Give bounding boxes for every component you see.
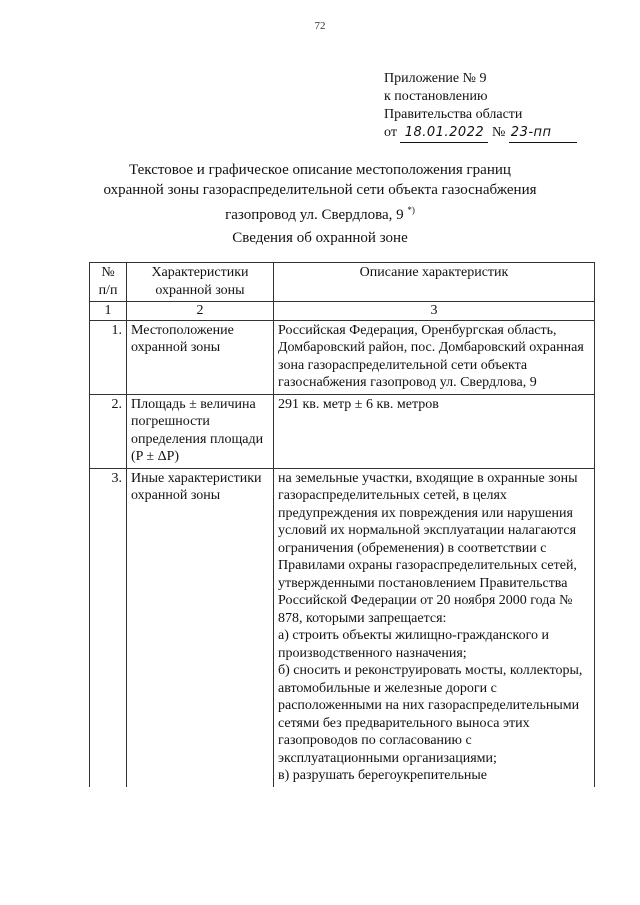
row-description: Российская Федерация, Оренбургская область, Домбаровский район, пос. Домбаровский охранная зона газораспределительной сети объекта газоснабжения газопровод ул. Свердлова, 9 — [274, 320, 595, 394]
appendix-date-line — [384, 124, 577, 143]
document-title — [40, 160, 600, 225]
header-num: № п/п — [90, 263, 127, 302]
header-characteristics: Характеристики охранной зоны — [127, 263, 274, 302]
title-line-3-text: газопровод ул. Свердлова, 9 — [225, 207, 404, 223]
table-row — [90, 468, 595, 787]
row-characteristic: Иные характеристики охранной зоны — [127, 468, 274, 787]
row-characteristic: Местоположение охранной зоны — [127, 320, 274, 394]
appendix-line-3: Правительства области — [384, 107, 523, 122]
appendix-line-1: Приложение № 9 — [384, 71, 487, 86]
table-row — [90, 320, 595, 394]
section-subtitle: Сведения об охранной зоне — [232, 230, 408, 246]
table-header-row — [90, 263, 595, 302]
row-number: 3. — [90, 468, 127, 787]
handwritten-date: 18.01.2022 — [400, 124, 488, 143]
footnote-mark: *) — [407, 205, 415, 215]
from-label: от — [384, 125, 397, 140]
appendix-block — [384, 70, 577, 143]
row-number: 2. — [90, 394, 127, 468]
zone-info-table — [89, 262, 595, 787]
column-number: 1 — [90, 302, 127, 321]
appendix-line-2: к постановлению — [384, 89, 488, 104]
column-number: 3 — [274, 302, 595, 321]
column-number: 2 — [127, 302, 274, 321]
title-line-2: охранной зоны газораспределительной сети объекта газоснабжения — [103, 182, 537, 198]
number-label: № — [491, 125, 506, 140]
description-paragraph: б) сносить и реконструировать мосты, коллекторы, автомобильные и железные дороги с расположенными на них газораспределительными сетями без предварительного выноса этих газопроводов по согласованию с эксплуатационными организациями; — [278, 663, 583, 766]
description-paragraph: а) строить объекты жилищно-гражданского и производственного назначения; — [278, 628, 549, 661]
description-paragraph: на земельные участки, входящие в охранные зоны газораспределительных сетей, в целях предупреждения их повреждения или нарушения условий их нормальной эксплуатации налагаются ограничения (обременения) в соответствии с Правилами охраны газораспределительных сетей, утвержденными постановлением Правительства Российской Федерации от 20 ноября 2000 года № 878, которыми запрещается: — [278, 470, 578, 626]
handwritten-number: 23-пп — [509, 124, 577, 143]
description-paragraph: в) разрушать берегоукрепительные — [278, 768, 488, 783]
title-line-3 — [40, 200, 600, 225]
row-description — [274, 468, 595, 787]
row-description: 291 кв. метр ± 6 кв. метров — [274, 394, 595, 468]
row-characteristic: Площадь ± величина погрешности определения площади (P ± ΔP) — [127, 394, 274, 468]
table-row — [90, 394, 595, 468]
page-number: 72 — [314, 20, 326, 32]
column-number-row — [90, 302, 595, 321]
row-number: 1. — [90, 320, 127, 394]
title-line-1: Текстовое и графическое описание местоположения границ — [129, 162, 511, 178]
header-description: Описание характеристик — [274, 263, 595, 302]
